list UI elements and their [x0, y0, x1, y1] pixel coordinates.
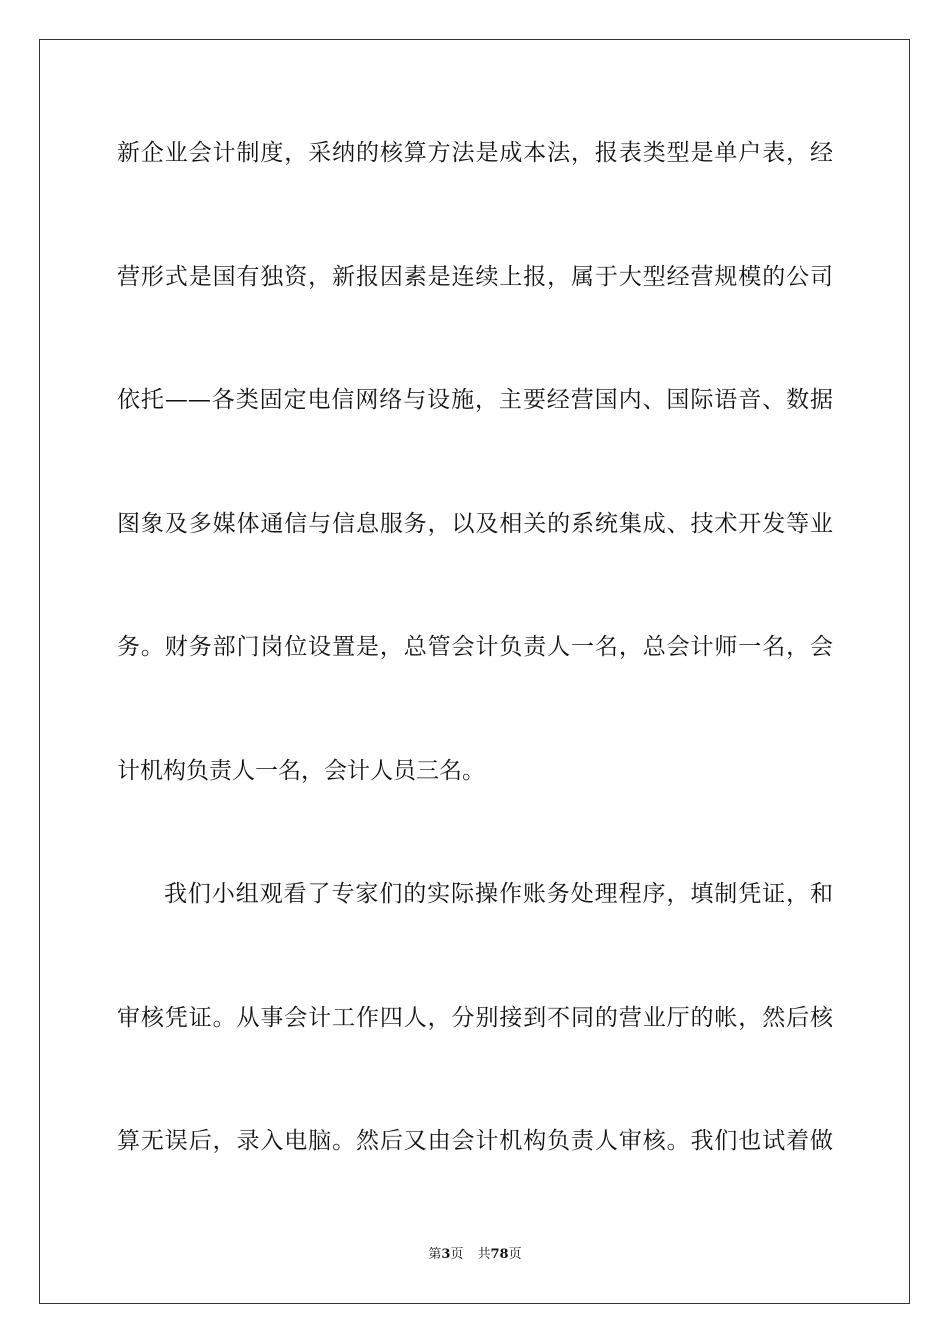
- text-line-8: 审核凭证。从事会计工作四人，分别接到不同的营业厅的帐，然后核: [117, 1005, 833, 1031]
- text-line-6: 计机构负责人一名，会计人员三名。: [117, 758, 485, 784]
- text-line-1: 新企业会计制度，采纳的核算方法是成本法，报表类型是单户表，经: [117, 140, 833, 166]
- page-prefix: 第: [428, 1247, 442, 1262]
- text-line-4: 图象及多媒体通信与信息服务，以及相关的系统集成、技术开发等业: [117, 511, 833, 537]
- page-suffix: 页: [450, 1247, 464, 1262]
- text-line-5: 务。财务部门岗位设置是，总管会计负责人一名，总会计师一名，会: [117, 634, 833, 660]
- total-prefix: 共: [477, 1247, 491, 1262]
- total-suffix: 页: [508, 1247, 522, 1262]
- page-number: 3: [441, 1247, 451, 1262]
- total-pages: 78: [490, 1247, 509, 1262]
- text-line-9: 算无误后，录入电脑。然后又由会计机构负责人审核。我们也试着做: [117, 1128, 833, 1154]
- page-footer: [0, 1246, 950, 1264]
- text-line-7: 我们小组观看了专家们的实际操作账务处理程序，填制凭证，和: [164, 881, 833, 907]
- text-line-2: 营形式是国有独资，新报因素是连续上报，属于大型经营规模的公司: [117, 264, 833, 290]
- text-line-3: 依托——各类固定电信网络与设施，主要经营国内、国际语音、数据: [117, 387, 833, 413]
- page-border: [39, 39, 910, 1304]
